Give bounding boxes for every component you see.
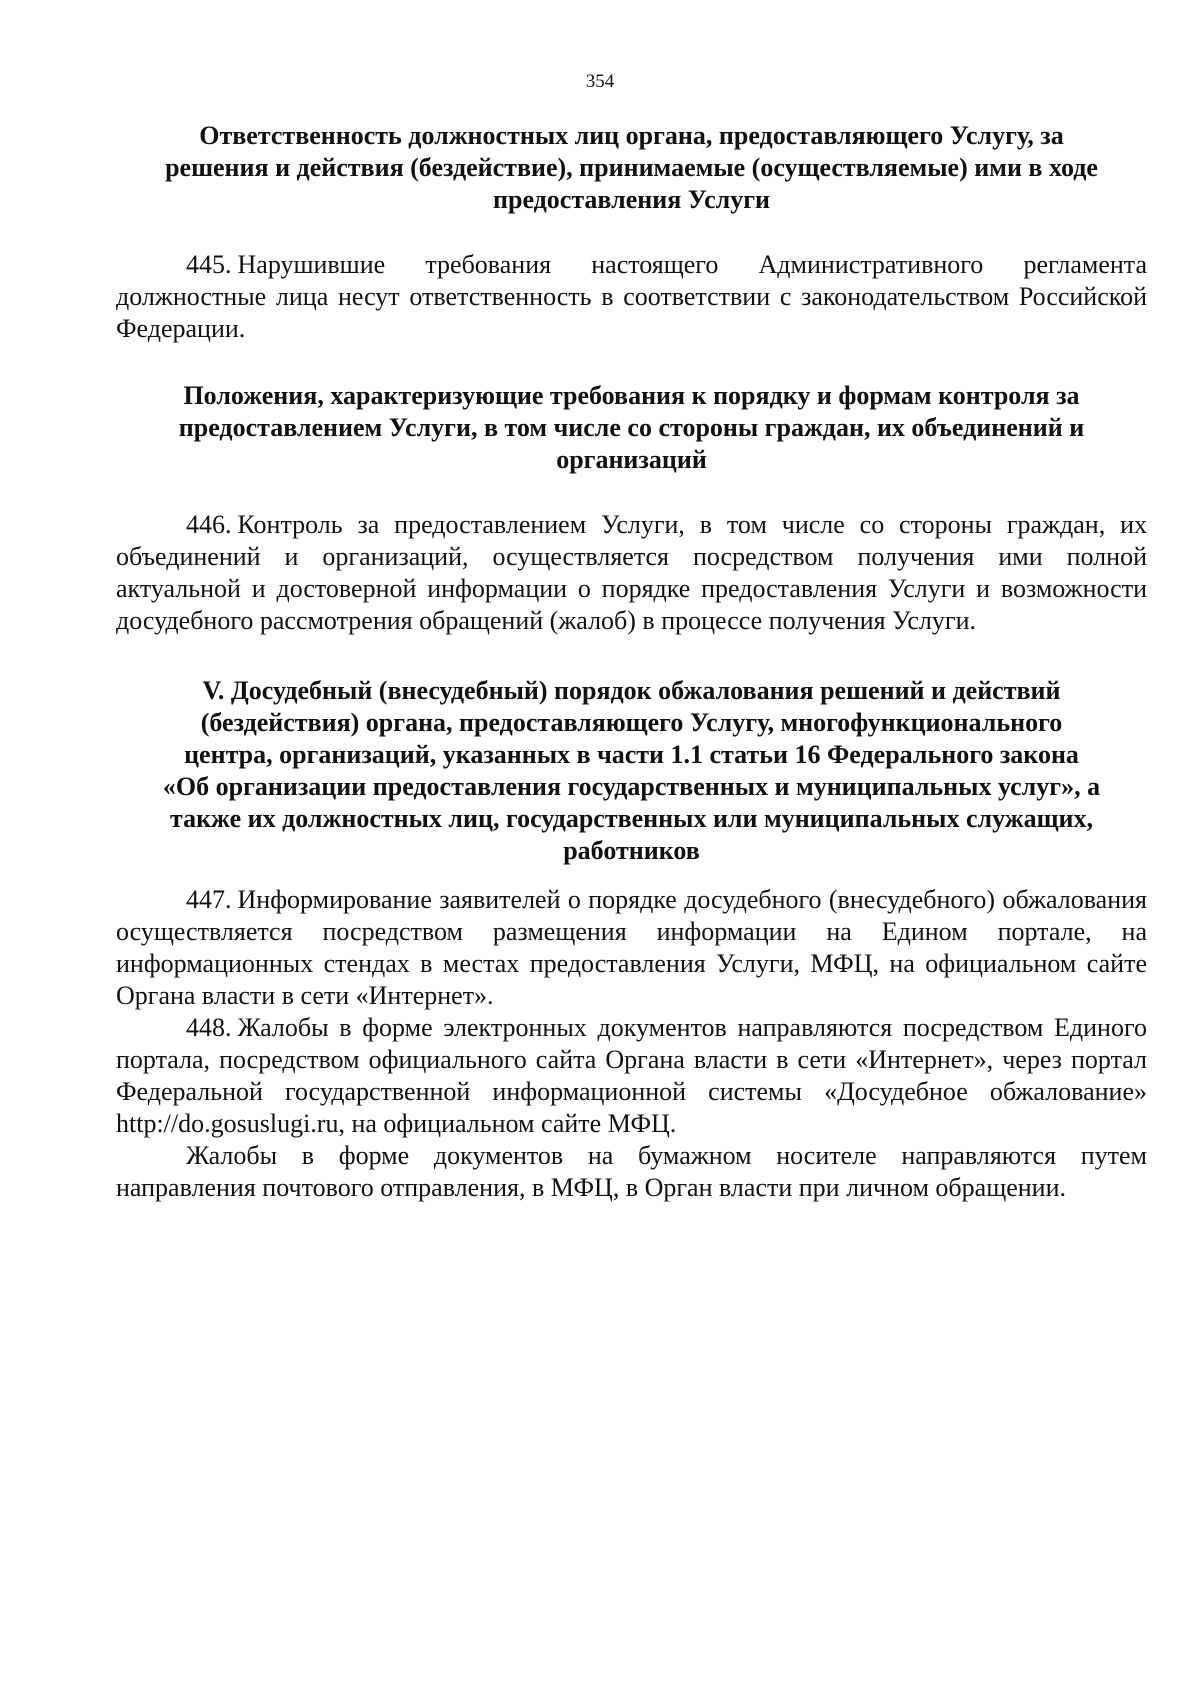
heading-line: работников (563, 836, 700, 865)
paragraph-text: Нарушившие требования настоящего Административного регламента должностные лица несут ответственность в соответствии с законодательством Российской Федерации. (116, 250, 1147, 343)
paragraph-number: 446. (186, 510, 232, 539)
heading-line: предоставлением Услуги, в том числе со стороны граждан, их объединений и (178, 413, 1085, 442)
section-heading-responsibility (116, 120, 1147, 216)
heading-line: Ответственность должностных лиц органа, предоставляющего Услугу, за (199, 121, 1064, 150)
section-heading-control (116, 380, 1147, 476)
section-heading-appeal (116, 675, 1147, 867)
heading-line: «Об организации предоставления государственных и муниципальных услуг», а (162, 772, 1101, 801)
paragraph-number: 445. (186, 250, 232, 279)
paragraph-447 (116, 884, 1147, 1012)
heading-line: также их должностных лиц, государственных или муниципальных служащих, (169, 804, 1094, 833)
paragraph-text: Жалобы в форме электронных документов направляются посредством Единого портала, посредством официального сайта Органа власти в сети «Интернет», через портал Федеральной государственной информационной системы «Досудебное обжалование» http://do.gosuslugi.ru, на официальном сайте МФЦ. (116, 1013, 1147, 1138)
paragraph-448 (116, 1012, 1147, 1140)
paragraph-text: Контроль за предоставлением Услуги, в том числе со стороны граждан, их объединений и организаций, осуществляется посредством получения ими полной актуальной и достоверной информации о порядке предоставления Услуги и возможности досудебного рассмотрения обращений (жалоб) в процессе получения Услуги. (116, 510, 1147, 635)
paragraph-number: 447. (186, 885, 232, 914)
heading-line: организаций (556, 445, 707, 474)
heading-line: решения и действия (бездействие), принимаемые (осуществляемые) ими в ходе (165, 153, 1098, 182)
paragraph-text: Информирование заявителей о порядке досудебного (внесудебного) обжалования осуществляется посредством размещения информации на Едином портале, на информационных стендах в местах предоставления Услуги, МФЦ, на официальном сайте Органа власти в сети «Интернет». (116, 885, 1147, 1010)
paragraph-text: Жалобы в форме документов на бумажном носителе направляются путем направления почтового отправления, в МФЦ, в Орган власти при личном обращении. (116, 1141, 1147, 1202)
paragraph-448-continuation (116, 1140, 1147, 1204)
heading-line: (бездействия) органа, предоставляющего Услугу, многофункционального (200, 708, 1063, 737)
heading-line: V. Досудебный (внесудебный) порядок обжалования решений и действий (202, 676, 1061, 705)
paragraph-445 (116, 249, 1147, 345)
document-body (116, 120, 1147, 1204)
heading-line: Положения, характеризующие требования к порядку и формам контроля за (183, 381, 1080, 410)
heading-line: предоставления Услуги (493, 185, 770, 214)
page-number: 354 (585, 71, 615, 92)
paragraph-446 (116, 509, 1147, 637)
paragraph-number: 448. (186, 1013, 232, 1042)
heading-line: центра, организаций, указанных в части 1.1 статьи 16 Федерального закона (184, 740, 1079, 769)
